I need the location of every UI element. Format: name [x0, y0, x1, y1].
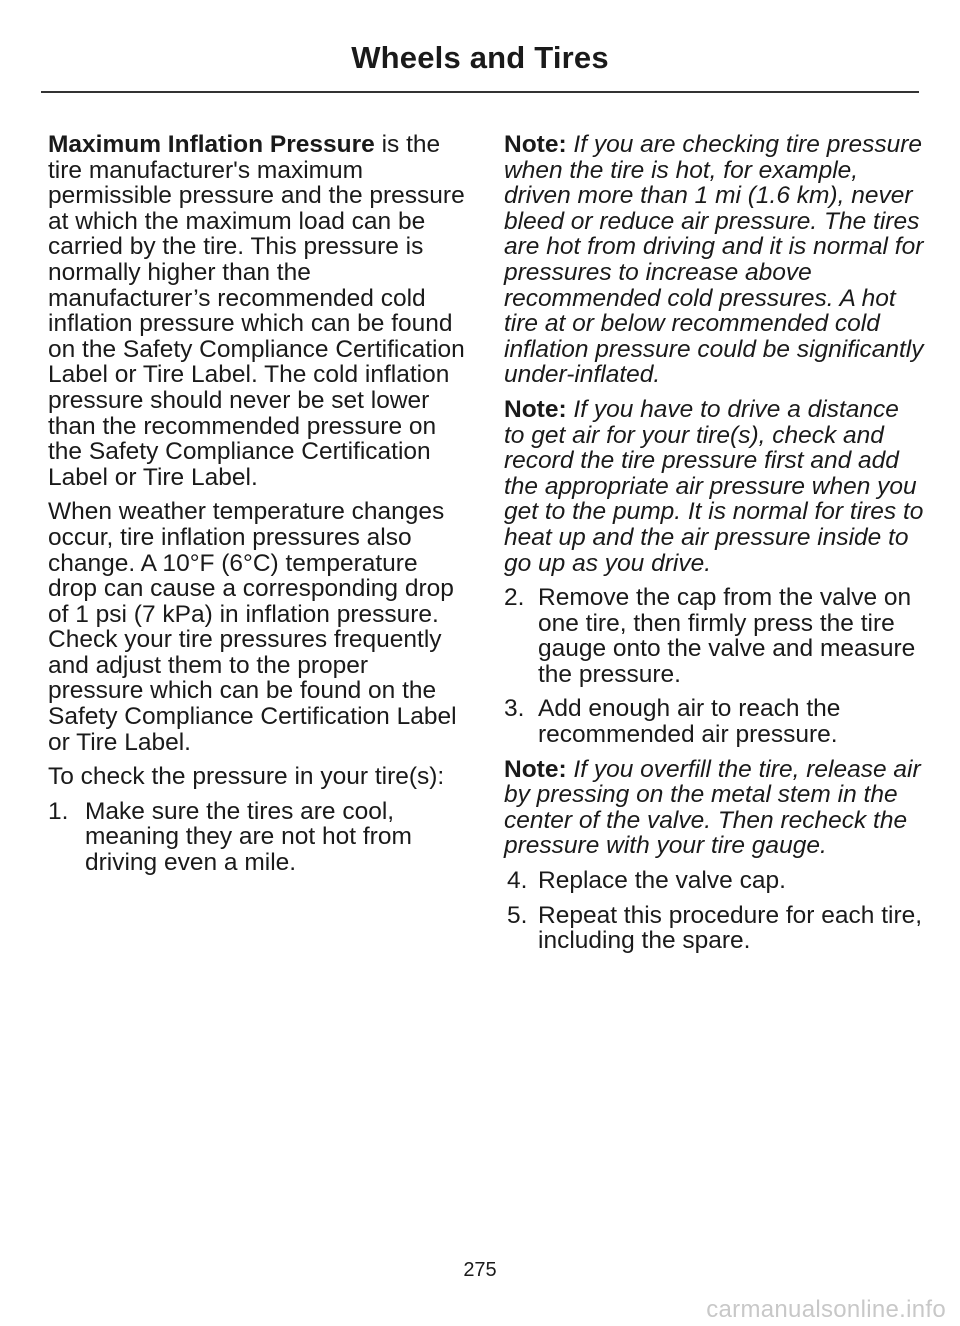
- note-text: If you have to drive a distance to get air for your tire(s), check and record the tire pressure first and add the appropriate air pressure when you get to the pump. It is normal for tires to heat up and the air pressure inside to go up as you drive.: [504, 395, 924, 577]
- note-label: Note:: [504, 395, 567, 423]
- list-item: [504, 585, 924, 687]
- step-text: Add enough air to reach the recommended air pressure.: [538, 695, 841, 749]
- step-number: 2.: [504, 584, 525, 612]
- list-item: [504, 868, 924, 894]
- list-item: [48, 799, 468, 876]
- right-column: [504, 132, 924, 963]
- step-text: Remove the cap from the valve on one tire, then firmly press the tire gauge onto the valve and measure the pressure.: [538, 584, 916, 688]
- note-drive-distance: [504, 397, 924, 576]
- step-number: 3.: [504, 695, 525, 723]
- max-inflation-paragraph: [48, 132, 468, 490]
- watermark: carmanualsonline.info: [706, 1296, 946, 1323]
- note-label: Note:: [504, 131, 567, 158]
- note-label: Note:: [504, 755, 567, 783]
- check-pressure-intro: To check the pressure in your tire(s):: [48, 763, 445, 791]
- page-title: Wheels and Tires: [351, 40, 609, 75]
- list-item: [504, 903, 924, 954]
- step-number: 1.: [48, 797, 69, 825]
- step-number: 4.: [507, 867, 528, 895]
- note-text: If you are checking tire pressure when the tire is hot, for example, driven more than 1 mi (1.6 km), never bleed or reduce air pressure. The tires are hot from driving and it is normal for pressures to increase above recommended cold pressures. A hot tire at or below recommended cold inflation pressure could be significantly under-inflated.: [504, 131, 924, 389]
- temperature-paragraph: When weather temperature changes occur, tire inflation pressures also change. A 10°F (6°C) temperature drop can cause a corresponding drop of 1 psi (7 kPa) in inflation pressure. Check your tire pressures frequently and adjust them to the proper pressure which can be found on the Safety Compliance Certification Label or Tire Label.: [48, 498, 457, 756]
- note-overfill: [504, 757, 924, 859]
- header-divider: [41, 91, 919, 93]
- step-number: 5.: [507, 901, 528, 929]
- step-text: Make sure the tires are cool, meaning they are not hot from driving even a mile.: [85, 797, 412, 877]
- max-inflation-text: is the tire manufacturer's maximum permissible pressure and the pressure at which the maximum load can be carried by the tire. This pressure is normally higher than the manufacturer’s recommended cold inflation pressure which can be found on the Safety Compliance Certification Label or Tire Label. The cold inflation pressure should never be set lower than the recommended pressure on the Safety Compliance Certification Label or Tire Label.: [48, 131, 465, 491]
- left-column: [48, 132, 468, 885]
- page-number: 275: [463, 1259, 497, 1281]
- max-inflation-term: Maximum Inflation Pressure: [48, 131, 375, 158]
- step-text: Replace the valve cap.: [538, 867, 786, 895]
- note-hot-tire: [504, 132, 924, 388]
- note-text: If you overfill the tire, release air by pressing on the metal stem in the center of the valve. Then recheck the pressure with your tire gauge.: [504, 755, 921, 860]
- list-item: [504, 696, 924, 747]
- step-text: Repeat this procedure for each tire, including the spare.: [538, 901, 923, 955]
